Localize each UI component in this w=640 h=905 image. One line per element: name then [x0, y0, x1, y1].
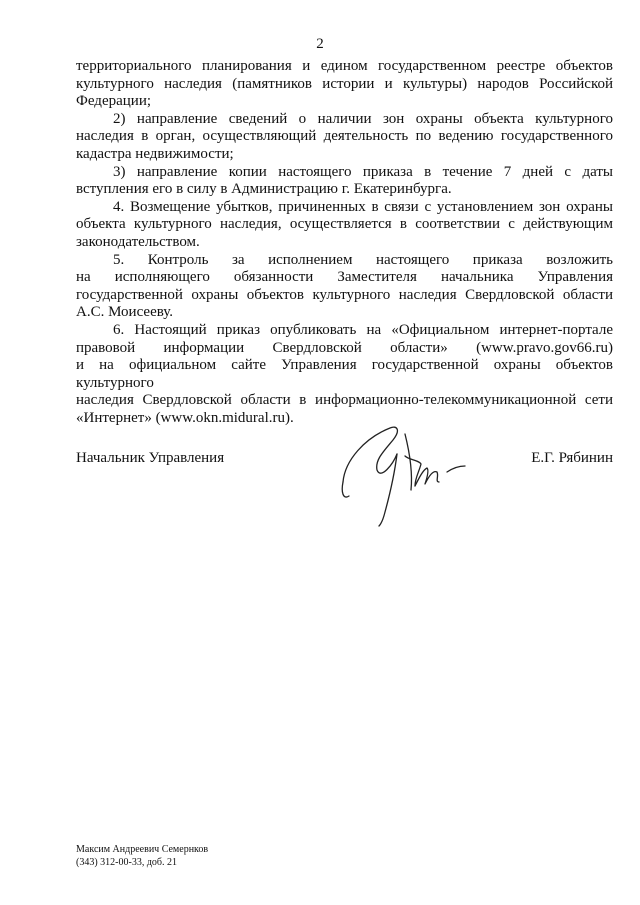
- signer-title: Начальник Управления: [76, 450, 225, 466]
- text-line: А.С. Моисееву.: [76, 304, 174, 321]
- paragraph-4: [76, 199, 613, 252]
- text-line: объекта культурного наследия, осуществляется в соответствии с действующим: [76, 216, 613, 233]
- text-line: наследия Свердловской области в информационно-телекоммуникационной сети: [76, 392, 613, 409]
- text-line: государственной охраны объектов культурного наследия Свердловской области: [76, 286, 613, 303]
- text-line: 3) направление копии настоящего приказа в течение 7 дней с даты: [113, 163, 613, 180]
- text-line: правовой информации Свердловской области» (www.pravo.gov66.ru): [76, 339, 613, 356]
- paragraph-1: [76, 58, 613, 111]
- paragraph-5: [76, 252, 613, 322]
- text-line: культурного наследия (памятников истории и культуры) народов Российской: [76, 75, 613, 92]
- document-body: [76, 58, 613, 427]
- text-line: на исполняющего обязанности Заместителя начальника Управления: [76, 269, 613, 286]
- text-line: кадастра недвижимости;: [76, 145, 234, 162]
- text-line: 2) направление сведений о наличии зон охраны объекта культурного: [113, 110, 613, 127]
- text-line: территориального планирования и едином государственном реестре объектов: [76, 58, 613, 74]
- author-phone: (343) 312-00-33, доб. 21: [76, 857, 177, 868]
- text-line: и на официальном сайте Управления государственной охраны объектов культурного: [76, 357, 613, 391]
- paragraph-2: [76, 111, 613, 164]
- author-name: Максим Андреевич Семернков: [76, 844, 209, 855]
- handwritten-signature: [335, 420, 475, 530]
- text-line: вступления его в силу в Администрацию г. Екатеринбурга.: [76, 181, 452, 198]
- text-line: 6. Настоящий приказ опубликовать на «Официальном интернет-портале: [113, 321, 613, 338]
- paragraph-6: [76, 322, 613, 428]
- signer-name: Е.Г. Рябинин: [531, 450, 613, 466]
- footer-contact: [76, 843, 208, 869]
- text-line: 4. Возмещение убытков, причиненных в связи с установлением зон охраны: [113, 198, 613, 215]
- text-line: «Интернет» (www.okn.midural.ru).: [76, 409, 294, 426]
- paragraph-3: [76, 164, 613, 199]
- page-number: 2: [316, 36, 324, 52]
- text-line: 5. Контроль за исполнением настоящего приказа возложить: [113, 251, 613, 268]
- text-line: Федерации;: [76, 93, 152, 110]
- text-line: наследия в орган, осуществляющий деятельность по ведению государственного: [76, 128, 613, 145]
- text-line: законодательством.: [76, 233, 200, 250]
